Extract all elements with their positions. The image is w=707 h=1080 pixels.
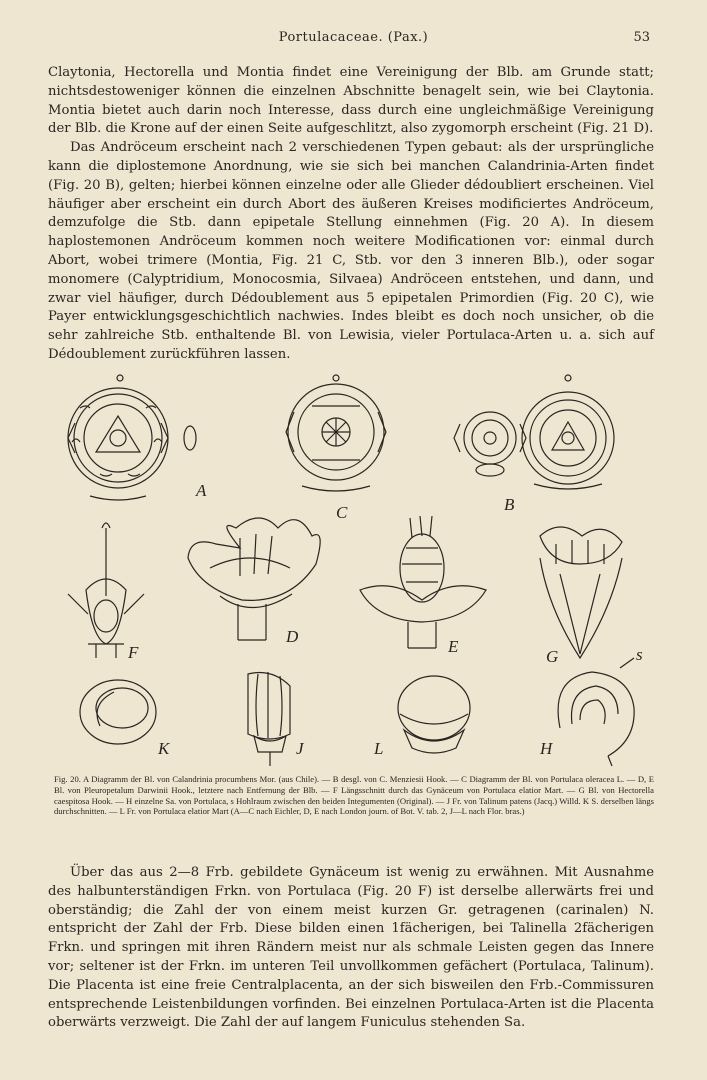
fig-l-fruit: [398, 676, 470, 753]
diagram-b: [454, 375, 614, 489]
fig-j-fruit: [248, 672, 290, 766]
label-a: A: [196, 481, 207, 500]
diagram-a: [68, 375, 196, 500]
figure-caption: [54, 774, 654, 817]
paragraph-3: Über das aus 2—8 Frb. gebildete Gynäceum ist wenig zu erwähnen. Mit Ausnahme des halbunterständigen Frkn. von Portulaca (Fig. 20 F) ist derselbe allerwärts frei und oberständig; die Zahl der von einem meist kurzen Gr. getragenen (carinalen) N. entspricht der Zahl der Frb. Diese bilden einen 1fächerigen, bei Talinella 2fächerigen Frkn. und springen mit ihren Rändern meist nur als schmale Leisten gegen das Innere vor; seltener ist der Frkn. im unteren Teil unvollkommen gefächert (Portulaca, Talinum). Die Placenta ist eine freie Centralplacenta, an der sich bisweilen den Frb.-Commissuren entsprechende Leistenbildungen vorfinden. Bei einzelnen Portulaca-Arten ist die Placenta oberwärts verzweigt. Die Zahl der auf langem Funiculus stehenden Sa.: [48, 865, 654, 1031]
fig-e-flower: [360, 516, 486, 648]
label-b: B: [504, 495, 515, 514]
figure-20: [40, 368, 667, 768]
label-l: L: [374, 739, 384, 758]
paragraph-1: Claytonia, Hectorella und Montia findet eine Vereinigung der Blb. am Grunde statt; nichtsdestoweniger können die einzelnen Abschnitte benagelt sein, wie bei Claytonia. Montia bietet auch darin noch Interesse, dass durch eine ungleichmäßige Vereinigung der Blb. die Krone auf der einen Seite aufgeschlitzt, also zygomorph erscheint (Fig. 21 D).: [48, 65, 654, 137]
label-s: s: [636, 645, 643, 664]
label-h: H: [540, 739, 553, 758]
text-block-top: [48, 64, 654, 365]
fig-k-seed: [80, 680, 156, 744]
fig-h-ovule: [558, 658, 634, 766]
fig-g-flower: [540, 527, 622, 658]
label-k: K: [158, 739, 170, 758]
diagram-c: [286, 375, 386, 491]
label-j: J: [296, 739, 304, 758]
fig-f-section: [68, 523, 144, 658]
label-f: F: [128, 643, 139, 662]
label-c: C: [336, 503, 348, 522]
text-block-bottom: [48, 864, 654, 1033]
label-e: E: [448, 637, 459, 656]
label-g: G: [546, 647, 559, 666]
botanical-illustration: [40, 368, 667, 768]
caption-text: Fig. 20. A Diagramm der Bl. von Calandrinia procumbens Mor. (aus Chile). — B desgl. von C. Menziesii Hook. — C Diagramm der Bl. von Portulaca oleracea L. — D, E Bl. von Pleuropetalum Darwinii Hook., letztere nach Entfernung der Blb. — F Längsschnitt durch das Gynäceum von Portulaca elatior Mart. — G Bl. von Hectorella caespitosa Hook. — H einzelne Sa. von Portulaca, s Hohlraum zwischen den beiden Integumenten (Original). — J Fr. von Talinum patens (Jacq.) Willd. K S. derselben längs durchschnitten. — L Fr. von Portulaca elatior Mart (A—C nach Eichler, D, E nach London journ. of Bot. V. tab. 2, J—L nach Flor. bras.): [54, 774, 654, 817]
paragraph-2: Das Andröceum erscheint nach 2 verschiedenen Typen gebaut: als der ursprüngliche kann die diplostemone Anordnung, wie sie sich bei manchen Calandrinia-Arten findet (Fig. 20 B), gelten; hierbei können einzelne oder alle Glieder dédoubliert erscheinen. Viel häufiger aber erscheint ein durch Abort des äußeren Kreises modificiertes Andröceum, demzufolge die Stb. dann epipetale Stellung einnehmen (Fig. 20 A). In diesem haplostemonen Andröceum kommen noch weitere Modificationen vor: einmal durch Abort, wobei trimere (Montia, Fig. 21 C, Stb. vor den 3 inneren Blb.), oder sogar monomere (Calyptridium, Monocosmia, Silvaea) Andröceen entstehen, und dann, und zwar viel häufiger, durch Dédoublement aus 5 epipetalen Primordien (Fig. 20 C), wie Payer entwicklungsgeschichtlich nachwies. Indes bleibt es doch noch unsicher, ob die sehr zahlreiche Stb. enthaltende Bl. von Lewisia, vieler Portulaca-Arten u. a. sich auf Dédoublement zurückführen lassen.: [48, 140, 654, 362]
page-number: 53: [633, 30, 650, 45]
running-head: Portulacaceae. (Pax.): [278, 30, 429, 45]
page-header: [0, 30, 707, 50]
fig-d-flower: [188, 518, 320, 640]
label-d: D: [286, 627, 299, 646]
